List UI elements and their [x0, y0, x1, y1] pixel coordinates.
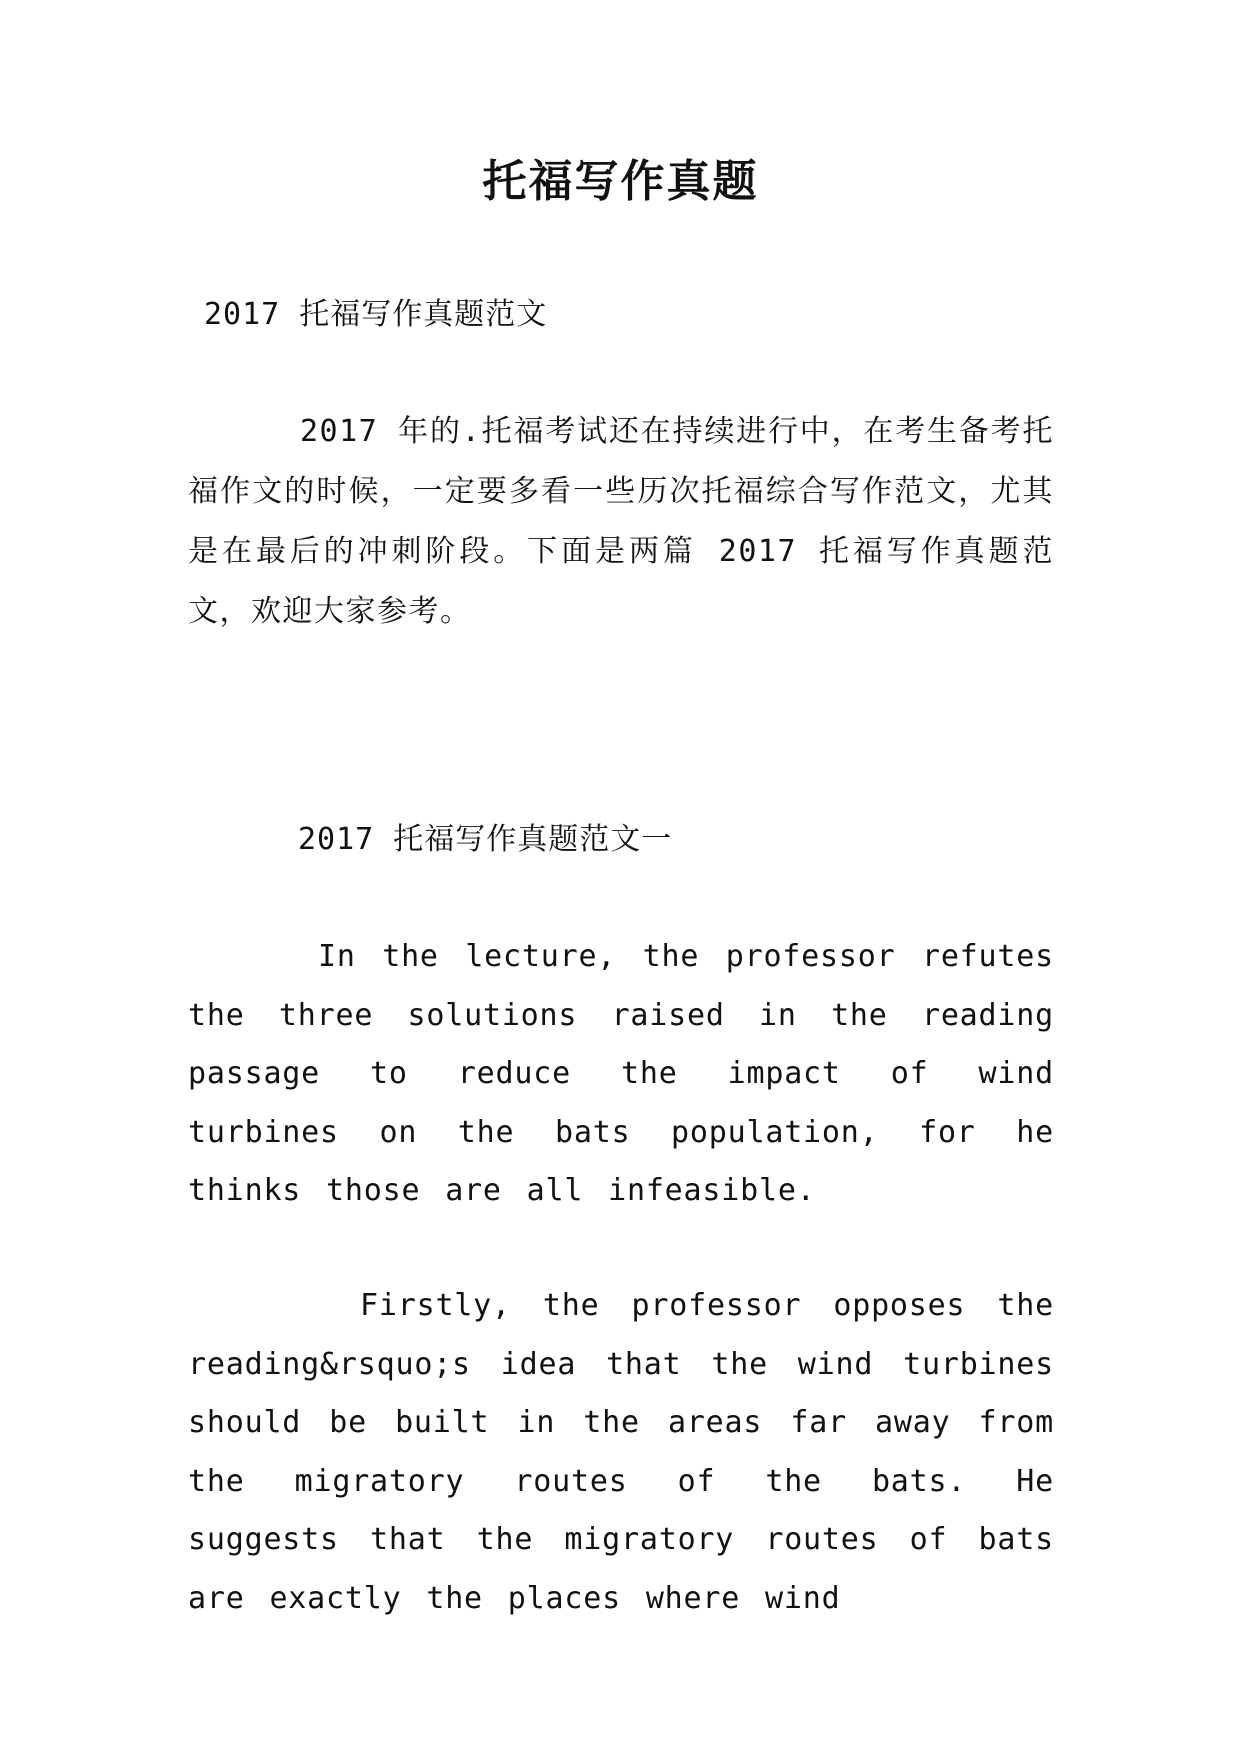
essay-paragraph-1: In the lecture, the professor refutes the three solutions raised in the reading passage to reduce the impact of wind turbines on the bats population, for he thinks those are all infeasible.	[188, 939, 1054, 1208]
document-subtitle: 2017 托福写作真题范文	[204, 297, 548, 332]
essay-paragraph-2: Firstly, the professor opposes the reading&rsquo;s idea that the wind turbines should be built in the areas far away from the migratory routes of the bats. He suggests that the migratory routes of bats are exactly the places where wind	[188, 1288, 1054, 1616]
document-title: 托福写作真题	[482, 156, 759, 207]
intro-paragraph: 2017 年的.托福考试还在持续进行中，在考生备考托福作文的时候，一定要多看一些历次托福综合写作范文，尤其是在最后的冲刺阶段。下面是两篇 2017 托福写作真题范文，欢迎大家参考。	[188, 414, 1054, 629]
section-heading: 2017 托福写作真题范文一	[298, 822, 673, 857]
